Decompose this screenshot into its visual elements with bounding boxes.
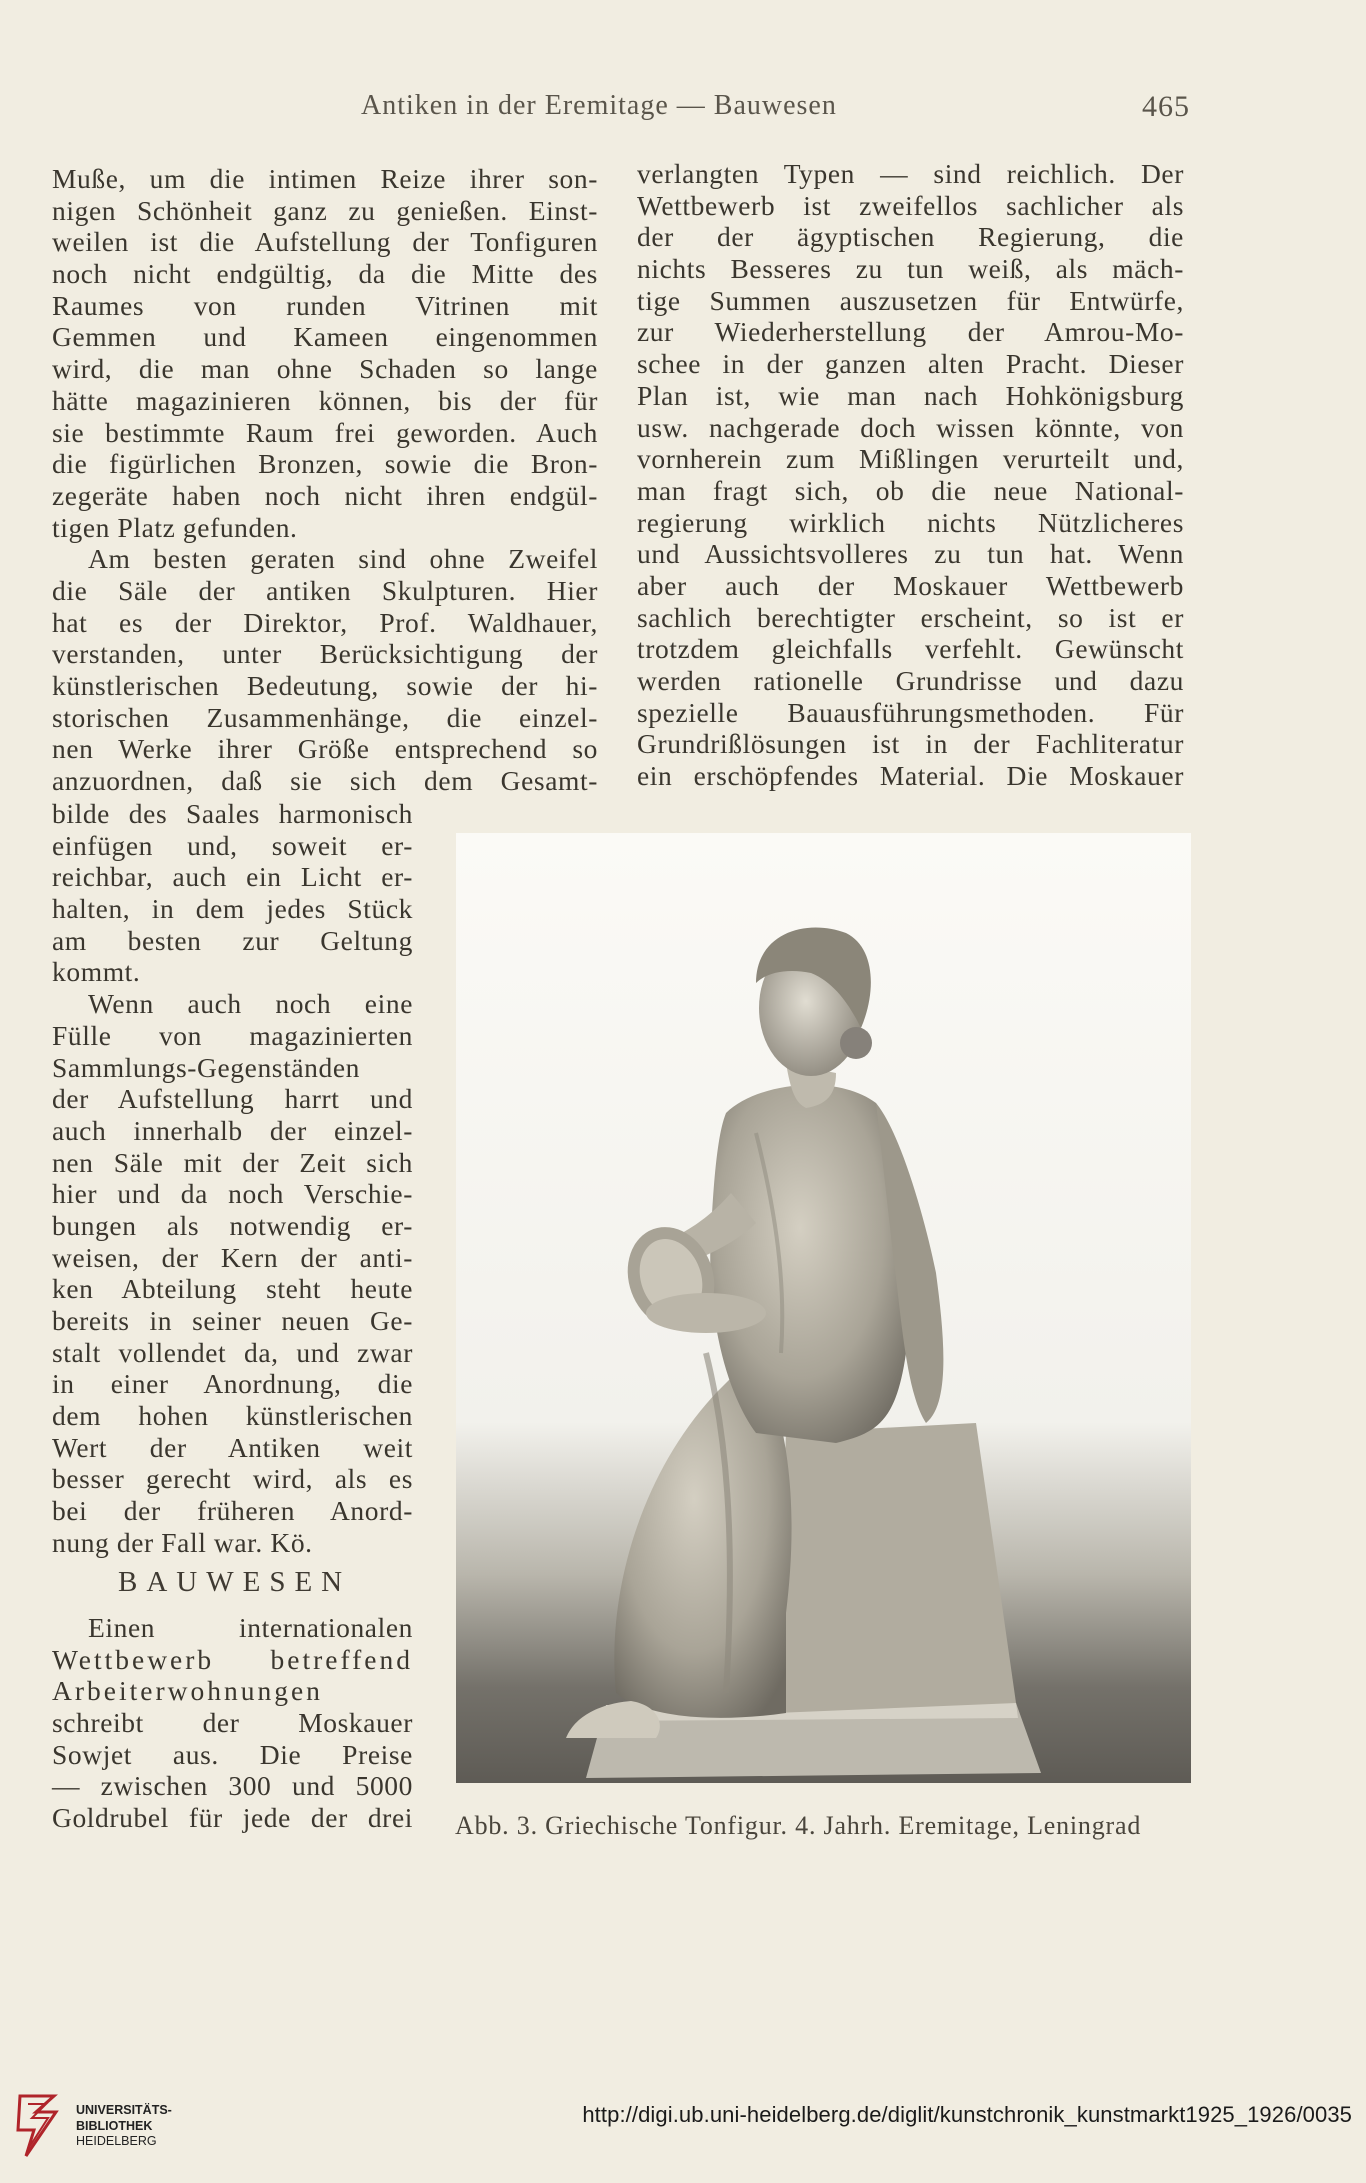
text-line: tige Summen auszusetzen für Entwürfe, [637,284,1184,316]
text-line: Sowjet aus. Die Preise [52,1738,413,1770]
text-line: vornherein zum Mißlingen verurteilt und, [637,443,1184,475]
text-line: spezielle Bauausführungsmethoden. Für [637,696,1184,728]
library-name-line: UNIVERSITÄTS- [76,2103,172,2117]
text-line: regierung wirklich nichts Nützlicheres [637,506,1184,538]
text-line: ein erschöpfendes Material. Die Moskauer [637,760,1184,792]
text-line: Gemmen und Kameen eingenommen [52,321,598,353]
source-url-link[interactable]: http://digi.ub.uni-heidelberg.de/diglit/kunstchronik_kunstmarkt1925_1926/0035 [582,2102,1352,2127]
figure-terracotta-photo [456,833,1191,1783]
text-line: Muße, um die intimen Reize ihrer son- [52,163,598,194]
library-name [76,2103,172,2150]
text-line: verstanden, unter Berücksichtigung der [52,638,598,670]
text-line: bereits in seiner neuen Ge- [52,1305,413,1336]
text-line: Goldrubel für jede der drei [52,1802,413,1834]
text-line: anzuordnen, daß sie sich dem Gesamt- [52,765,598,797]
text-line: reichbar, auch ein Licht er- [52,861,413,893]
text-line: — zwischen 300 und 5000 [52,1770,413,1802]
text-line: Am besten geraten sind ohne Zweifel [88,543,598,575]
text-line: einfügen und, soweit er- [52,829,413,861]
text-line: wird, die man ohne Schaden so lange [52,353,598,385]
text-line: kommt. [52,956,141,988]
text-line: der Aufstellung harrt und [52,1083,413,1115]
text-line: tigen Platz gefunden. [52,511,298,543]
text-line: besser gerecht wird, als es [52,1463,413,1495]
text-line: bungen als notwendig er- [52,1209,413,1241]
text-line: und Aussichtsvolleres zu tun hat. Wenn [637,538,1184,570]
text-line: halten, in dem jedes Stück [52,893,413,925]
text-line: zur Wiederherstellung der Amrou-Mo- [637,316,1184,348]
text-line: nung der Fall war. Kö. [52,1526,313,1558]
text-line: usw. nachgerade doch wissen könnte, von [637,411,1184,443]
text-line: Einen internationalen [88,1612,413,1643]
text-line: zegeräte haben noch nicht ihren endgül- [52,479,598,511]
text-line: ken Abteilung steht heute [52,1273,413,1305]
left-column-top-text [52,163,598,797]
text-line: schreibt der Moskauer [52,1707,413,1739]
text-line: Wettbewerb betreffend [52,1643,413,1675]
text-line: auch innerhalb der einzel- [52,1114,413,1146]
text-line: Arbeiterwohnungen [52,1675,323,1707]
text-line: in einer Anordnung, die [52,1368,413,1400]
text-line: hätte magazinieren können, bis der für [52,384,598,416]
library-name-line: BIBLIOTHEK [76,2118,153,2133]
text-line: Wert der Antiken weit [52,1431,413,1463]
text-line: Grundrißlösungen ist in der Fachliteratur [637,728,1184,760]
text-line: Raumes von runden Vitrinen mit [52,289,598,321]
text-line: Sammlungs-Gegenständen [52,1051,361,1083]
text-line: Wenn auch noch eine [88,988,413,1020]
library-logo [14,2090,214,2170]
text-line: am besten zur Geltung [52,924,413,956]
text-line: werden rationelle Grundrisse und dazu [637,665,1184,696]
library-name-line: HEIDELBERG [76,2134,157,2148]
text-line: dem hohen künstlerischen [52,1400,413,1432]
text-line: storischen Zusammenhänge, die einzel- [52,701,598,733]
section-heading-bauwesen: BAUWESEN [118,1566,352,1598]
text-line: weisen, der Kern der anti- [52,1241,413,1273]
text-line: noch nicht endgültig, da die Mitte des [52,258,598,290]
text-line: trotzdem gleichfalls verfehlt. Gewünscht [637,633,1184,665]
terracotta-figurine-image [456,833,1191,1783]
library-emblem-icon [14,2090,68,2162]
bauwesen-text [52,1612,413,1834]
page-number: 465 [1142,90,1190,123]
text-line: Wettbewerb ist zweifellos sachlicher als [637,189,1184,221]
text-line: weilen ist die Aufstellung der Tonfiguren [52,226,598,258]
text-line: die Säle der antiken Skulpturen. Hier [52,574,598,606]
text-line: schee in der ganzen alten Pracht. Dieser [637,348,1184,380]
text-line: hier und da noch Verschie- [52,1178,413,1210]
text-line: nigen Schönheit ganz zu genießen. Einst- [52,194,598,226]
text-line: nen Säle mit der Zeit sich [52,1146,413,1178]
text-line: nichts Besseres zu tun weiß, als mäch- [637,253,1184,285]
text-line: bei der früheren Anord- [52,1495,413,1527]
text-line: der der ägyptischen Regierung, die [637,221,1184,253]
text-line: stalt vollendet da, und zwar [52,1336,413,1368]
text-line: aber auch der Moskauer Wettbewerb [637,569,1184,601]
text-line: man fragt sich, ob die neue National- [637,474,1184,506]
text-line: künstlerischen Bedeutung, sowie der hi- [52,670,598,701]
text-line: Fülle von magazinierten [52,1019,413,1051]
text-line: verlangten Typen — sind reichlich. Der [637,158,1184,189]
text-line: hat es der Direktor, Prof. Waldhauer, [52,606,598,638]
text-line: nen Werke ihrer Größe entsprechend so [52,733,598,765]
right-column-top-text [637,158,1184,792]
text-line: sie bestimmte Raum frei geworden. Auch [52,416,598,448]
text-line: bilde des Saales harmonisch [52,798,413,829]
left-column-narrow-text [52,798,413,1559]
text-line: sachlich berechtigter erscheint, so ist er [637,601,1184,633]
text-line: die figürlichen Bronzen, sowie die Bron- [52,448,598,480]
text-line: Plan ist, wie man nach Hohkönigsburg [637,379,1184,411]
running-title: Antiken in der Eremitage — Bauwesen [361,90,837,121]
figure-caption: Abb. 3. Griechische Tonfigur. 4. Jahrh. Eremitage, Leningrad [455,1811,1142,1840]
